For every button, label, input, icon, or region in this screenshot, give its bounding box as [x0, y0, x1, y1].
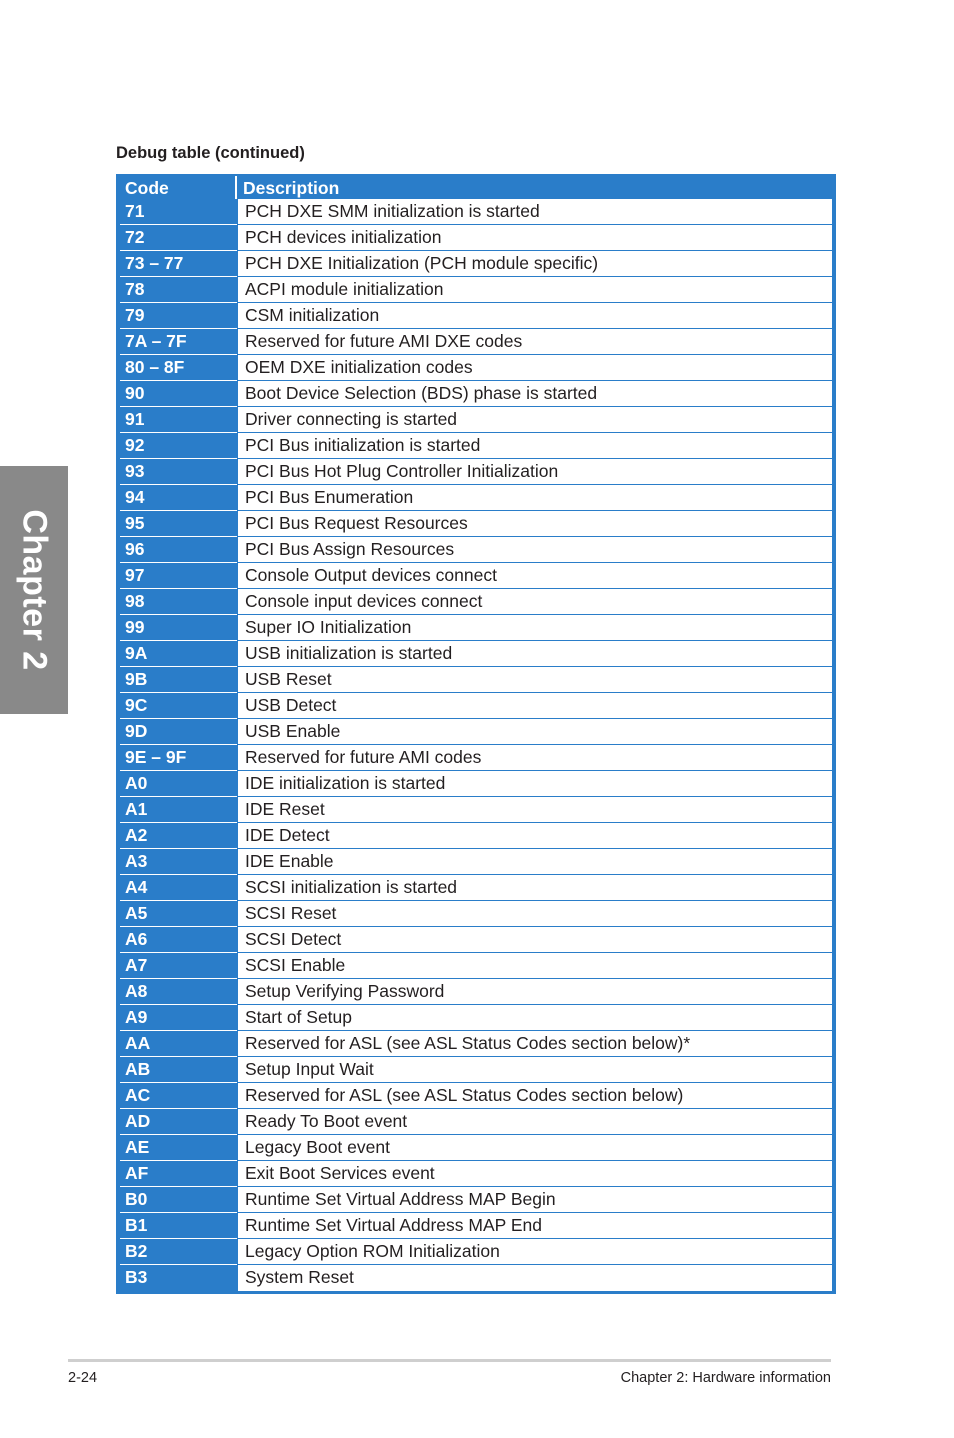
row-description: SCSI initialization is started: [238, 875, 832, 901]
table-caption: Debug table (continued): [116, 144, 305, 162]
table-row: [120, 823, 832, 849]
row-code: B3: [120, 1265, 237, 1291]
row-code: 97: [120, 563, 237, 589]
row-description: PCH DXE Initialization (PCH module specific): [238, 251, 832, 277]
table-header-row: [120, 176, 832, 199]
row-description: SCSI Reset: [238, 901, 832, 927]
row-description: Reserved for future AMI DXE codes: [238, 329, 832, 355]
row-description: OEM DXE initialization codes: [238, 355, 832, 381]
table-row: [120, 511, 832, 537]
row-code: AD: [120, 1109, 237, 1135]
table-row: [120, 693, 832, 719]
row-code: A1: [120, 797, 237, 823]
table-row: [120, 927, 832, 953]
table-row: [120, 797, 832, 823]
row-code: A3: [120, 849, 237, 875]
row-description: Ready To Boot event: [238, 1109, 832, 1135]
row-description: PCI Bus initialization is started: [238, 433, 832, 459]
table-body: [120, 199, 832, 1291]
row-description: Super IO Initialization: [238, 615, 832, 641]
table-row: [120, 303, 832, 329]
table-row: [120, 1083, 832, 1109]
table-row: [120, 901, 832, 927]
row-code: A2: [120, 823, 237, 849]
table-row: [120, 277, 832, 303]
row-description: Legacy Option ROM Initialization: [238, 1239, 832, 1265]
row-description: PCI Bus Assign Resources: [238, 537, 832, 563]
table-row: [120, 719, 832, 745]
row-description: Runtime Set Virtual Address MAP Begin: [238, 1187, 832, 1213]
table-row: [120, 1135, 832, 1161]
table-row: [120, 849, 832, 875]
row-description: Boot Device Selection (BDS) phase is started: [238, 381, 832, 407]
row-description: Legacy Boot event: [238, 1135, 832, 1161]
row-code: A7: [120, 953, 237, 979]
row-code: AB: [120, 1057, 237, 1083]
header-code: Code: [120, 176, 237, 199]
row-code: A4: [120, 875, 237, 901]
row-description: Console Output devices connect: [238, 563, 832, 589]
row-description: Runtime Set Virtual Address MAP End: [238, 1213, 832, 1239]
table-row: [120, 459, 832, 485]
row-code: B0: [120, 1187, 237, 1213]
table-row: [120, 771, 832, 797]
row-description: IDE Detect: [238, 823, 832, 849]
row-description: Setup Input Wait: [238, 1057, 832, 1083]
table-row: [120, 381, 832, 407]
row-code: AC: [120, 1083, 237, 1109]
row-description: SCSI Detect: [238, 927, 832, 953]
table-row: [120, 407, 832, 433]
row-description: IDE Reset: [238, 797, 832, 823]
row-description: IDE initialization is started: [238, 771, 832, 797]
row-code: 73 – 77: [120, 251, 237, 277]
row-code: 93: [120, 459, 237, 485]
row-description: CSM initialization: [238, 303, 832, 329]
row-code: 90: [120, 381, 237, 407]
header-description: Description: [237, 176, 832, 199]
row-description: USB Reset: [238, 667, 832, 693]
table-row: [120, 589, 832, 615]
chapter-side-tab: [0, 466, 68, 714]
row-code: 9B: [120, 667, 237, 693]
row-code: 7A – 7F: [120, 329, 237, 355]
row-code: B1: [120, 1213, 237, 1239]
row-code: AE: [120, 1135, 237, 1161]
table-row: [120, 1031, 832, 1057]
chapter-side-tab-label: Chapter 2: [15, 509, 54, 671]
row-description: PCI Bus Request Resources: [238, 511, 832, 537]
table-row: [120, 251, 832, 277]
table-row: [120, 485, 832, 511]
row-code: A5: [120, 901, 237, 927]
row-description: PCI Bus Enumeration: [238, 485, 832, 511]
table-row: [120, 641, 832, 667]
row-description: USB initialization is started: [238, 641, 832, 667]
row-description: Reserved for future AMI codes: [238, 745, 832, 771]
table-row: [120, 979, 832, 1005]
row-code: 9D: [120, 719, 237, 745]
row-code: 72: [120, 225, 237, 251]
row-code: 94: [120, 485, 237, 511]
table-row: [120, 537, 832, 563]
table-row: [120, 667, 832, 693]
row-code: 9C: [120, 693, 237, 719]
table-row: [120, 1239, 832, 1265]
row-code: A8: [120, 979, 237, 1005]
row-code: 79: [120, 303, 237, 329]
row-description: ACPI module initialization: [238, 277, 832, 303]
table-row: [120, 1265, 832, 1291]
row-code: 9E – 9F: [120, 745, 237, 771]
table-row: [120, 875, 832, 901]
row-description: USB Detect: [238, 693, 832, 719]
row-code: 71: [120, 199, 237, 225]
row-code: 92: [120, 433, 237, 459]
row-description: PCI Bus Hot Plug Controller Initialization: [238, 459, 832, 485]
row-code: AF: [120, 1161, 237, 1187]
table-row: [120, 1213, 832, 1239]
table-row: [120, 563, 832, 589]
row-description: Console input devices connect: [238, 589, 832, 615]
row-description: SCSI Enable: [238, 953, 832, 979]
row-description: Exit Boot Services event: [238, 1161, 832, 1187]
table-row: [120, 1057, 832, 1083]
debug-table: [116, 174, 836, 1294]
table-row: [120, 1187, 832, 1213]
footer-divider: [68, 1359, 831, 1362]
row-description: System Reset: [238, 1265, 832, 1291]
table-row: [120, 1005, 832, 1031]
row-code: A6: [120, 927, 237, 953]
footer-chapter-title: Chapter 2: Hardware information: [620, 1370, 831, 1386]
footer-page-number: 2-24: [68, 1370, 98, 1386]
table-row: [120, 1161, 832, 1187]
row-description: IDE Enable: [238, 849, 832, 875]
row-description: PCH DXE SMM initialization is started: [238, 199, 832, 225]
row-code: 91: [120, 407, 237, 433]
row-code: 98: [120, 589, 237, 615]
row-code: AA: [120, 1031, 237, 1057]
table-row: [120, 745, 832, 771]
row-code: 9A: [120, 641, 237, 667]
table-row: [120, 199, 832, 225]
row-code: 95: [120, 511, 237, 537]
table-row: [120, 953, 832, 979]
row-description: Reserved for ASL (see ASL Status Codes section below): [238, 1083, 832, 1109]
table-row: [120, 615, 832, 641]
table-row: [120, 433, 832, 459]
row-description: Reserved for ASL (see ASL Status Codes section below)*: [238, 1031, 832, 1057]
row-code: 99: [120, 615, 237, 641]
row-description: PCH devices initialization: [238, 225, 832, 251]
row-description: Setup Verifying Password: [238, 979, 832, 1005]
row-description: Start of Setup: [238, 1005, 832, 1031]
table-row: [120, 1109, 832, 1135]
table-row: [120, 355, 832, 381]
row-code: 96: [120, 537, 237, 563]
row-description: Driver connecting is started: [238, 407, 832, 433]
row-code: A0: [120, 771, 237, 797]
row-description: USB Enable: [238, 719, 832, 745]
row-code: 80 – 8F: [120, 355, 237, 381]
table-row: [120, 329, 832, 355]
row-code: 78: [120, 277, 237, 303]
row-code: A9: [120, 1005, 237, 1031]
table-row: [120, 225, 832, 251]
row-code: B2: [120, 1239, 237, 1265]
